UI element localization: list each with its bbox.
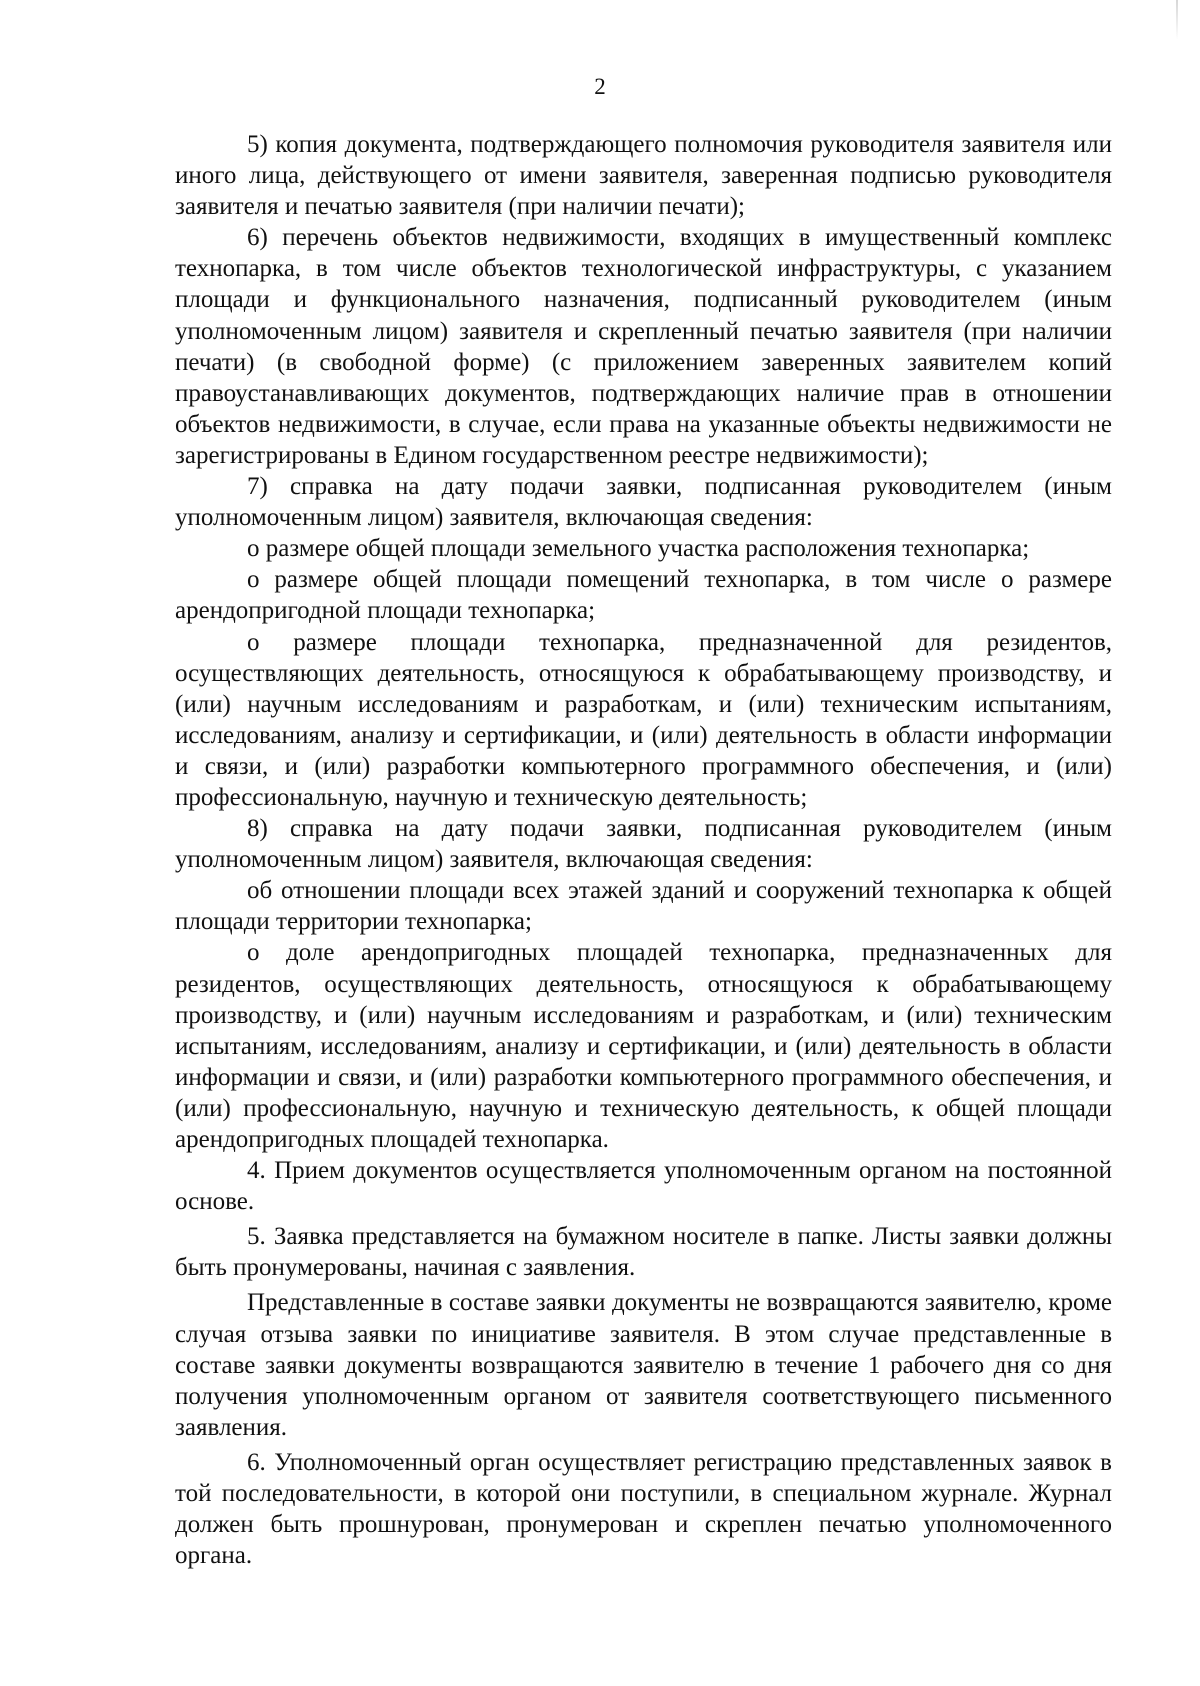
- scan-edge-mark: [1176, 0, 1178, 40]
- paragraph-section-4: 4. Прием документов осуществляется уполномоченным органом на постоянной основе.: [175, 1157, 1112, 1216]
- paragraph-section-6: 6. Уполномоченный орган осуществляет регистрацию представленных заявок в той последовательности, в которой они поступили, в специальном журнале. Журнал должен быть прошнурован, пронумерован и скреплен печатью уполномоченного органа.: [175, 1448, 1112, 1570]
- paragraph-item-6: 6) перечень объектов недвижимости, входящих в имущественный комплекс технопарка, в том числе объектов технологической инфраструктуры, с указанием площади и функционального назначения, подписанный руководителем (иным уполномоченным лицом) заявителя и скрепленный печатью заявителя (при наличии печати) (в свободной форме) (с приложением заверенных заявителем копий правоустанавливающих документов, подтверждающих наличие прав в отношении объектов недвижимости, в случае, если права на указанные объекты недвижимости не зарегистрированы в Едином государственном реестре недвижимости);: [175, 224, 1112, 469]
- paragraph-section-5: 5. Заявка представляется на бумажном носителе в папке. Листы заявки должны быть пронумерованы, начиная с заявления.: [175, 1223, 1112, 1282]
- paragraph-item-8: 8) справка на дату подачи заявки, подписанная руководителем (иным уполномоченным лицом) заявителя, включающая сведения:: [175, 815, 1112, 874]
- page-number: 2: [594, 74, 606, 99]
- paragraph-item-8-floor-ratio: об отношении площади всех этажей зданий и сооружений технопарка к общей площади территории технопарка;: [175, 877, 1112, 936]
- paragraph-item-5: 5) копия документа, подтверждающего полномочия руководителя заявителя или иного лица, действующего от имени заявителя, заверенная подписью руководителя заявителя и печатью заявителя (при наличии печати);: [175, 131, 1112, 221]
- paragraph-item-7-premises-area: о размере общей площади помещений технопарка, в том числе о размере арендопригодной площади технопарка;: [175, 566, 1112, 625]
- paragraph-section-5-return: Представленные в составе заявки документы не возвращаются заявителю, кроме случая отзыва заявки по инициативе заявителя. В этом случае представленные в составе заявки документы возвращаются заявителю в течение 1 рабочего дня со дня получения уполномоченным органом от заявителя соответствующего письменного заявления.: [175, 1289, 1112, 1441]
- document-body: [175, 129, 1112, 1571]
- paragraph-item-7: 7) справка на дату подачи заявки, подписанная руководителем (иным уполномоченным лицом) заявителя, включающая сведения:: [175, 473, 1112, 532]
- paragraph-item-7-resident-area: о размере площади технопарка, предназначенной для резидентов, осуществляющих деятельность, относящуюся к обрабатывающему производству, и (или) научным исследованиям и разработкам, и (или) техническим испытаниям, исследованиям, анализу и сертификации, и (или) деятельность в области информации и связи, и (или) разработки компьютерного программного обеспечения, и (или) профессиональную, научную и техническую деятельность;: [175, 628, 1112, 811]
- paragraph-item-8-rentable-share: о доле арендопригодных площадей технопарка, предназначенных для резидентов, осуществляющих деятельность, относящуюся к обрабатывающему производству, и (или) научным исследованиям и разработкам, и (или) техническим испытаниям, исследованиям, анализу и сертификации, и (или) деятельность в области информации и связи, и (или) разработки компьютерного программного обеспечения, и (или) профессиональную, научную и техническую деятельность, к общей площади арендопригодных площадей технопарка.: [175, 939, 1112, 1153]
- paragraph-item-7-land-area: о размере общей площади земельного участка расположения технопарка;: [247, 535, 1030, 563]
